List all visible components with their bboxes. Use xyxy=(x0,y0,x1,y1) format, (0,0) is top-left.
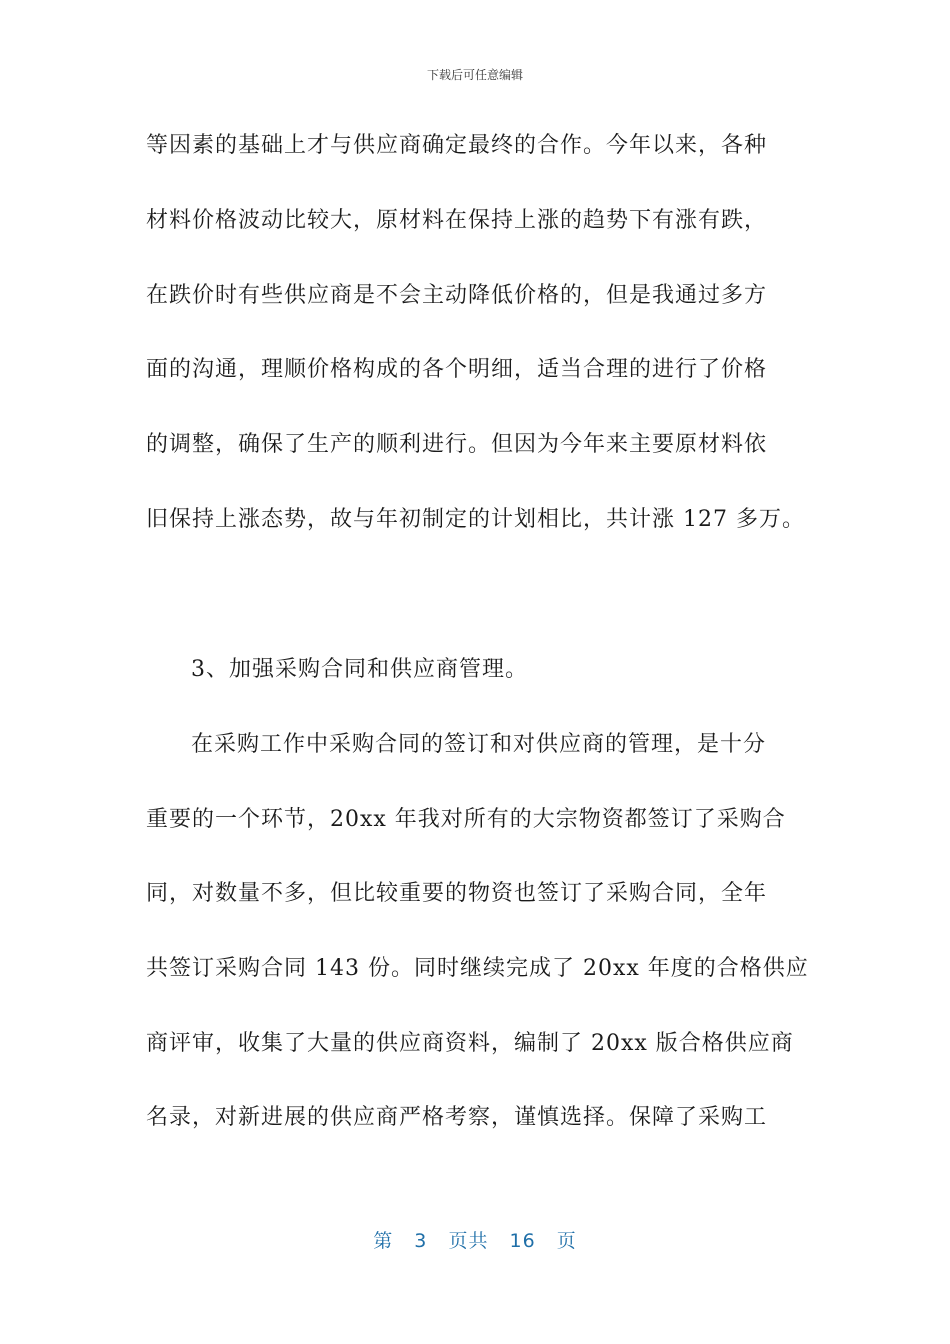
footer-middle: 页共 xyxy=(448,1230,489,1252)
footer-prefix: 第 xyxy=(373,1230,394,1252)
page-footer xyxy=(0,1226,950,1253)
body-line-2: 材料价格波动比较大，原材料在保持上涨的趋势下有涨有跌， xyxy=(146,208,768,233)
body-line-13: 名录，对新进展的供应商严格考察，谨慎选择。保障了采购工 xyxy=(146,1105,768,1130)
current-page-number: 3 xyxy=(414,1230,428,1252)
body-line-10: 同，对数量不多，但比较重要的物资也签订了采购合同，全年 xyxy=(146,881,768,906)
header-note: 下载后可任意编辑 xyxy=(426,68,523,82)
body-line-11: 共签订采购合同 143 份。同时继续完成了 20xx 年度的合格供应 xyxy=(146,956,809,981)
total-pages-number: 16 xyxy=(509,1230,536,1252)
footer-suffix: 页 xyxy=(556,1230,577,1252)
section-heading: 3、加强采购合同和供应商管理。 xyxy=(191,657,528,682)
body-line-9: 重要的一个环节，20xx 年我对所有的大宗物资都签订了采购合 xyxy=(146,807,786,832)
body-line-5: 的调整，确保了生产的顺利进行。但因为今年来主要原材料依 xyxy=(146,432,768,457)
body-line-3: 在跌价时有些供应商是不会主动降低价格的，但是我通过多方 xyxy=(146,283,768,308)
body-line-12: 商评审，收集了大量的供应商资料，编制了 20xx 版合格供应商 xyxy=(146,1031,794,1056)
body-line-8: 在采购工作中采购合同的签订和对供应商的管理，是十分 xyxy=(191,732,767,757)
body-line-1: 等因素的基础上才与供应商确定最终的合作。今年以来，各种 xyxy=(146,133,768,158)
body-line-4: 面的沟通，理顺价格构成的各个明细，适当合理的进行了价格 xyxy=(146,357,768,382)
body-line-6: 旧保持上涨态势，故与年初制定的计划相比，共计涨 127 多万。 xyxy=(146,507,805,532)
